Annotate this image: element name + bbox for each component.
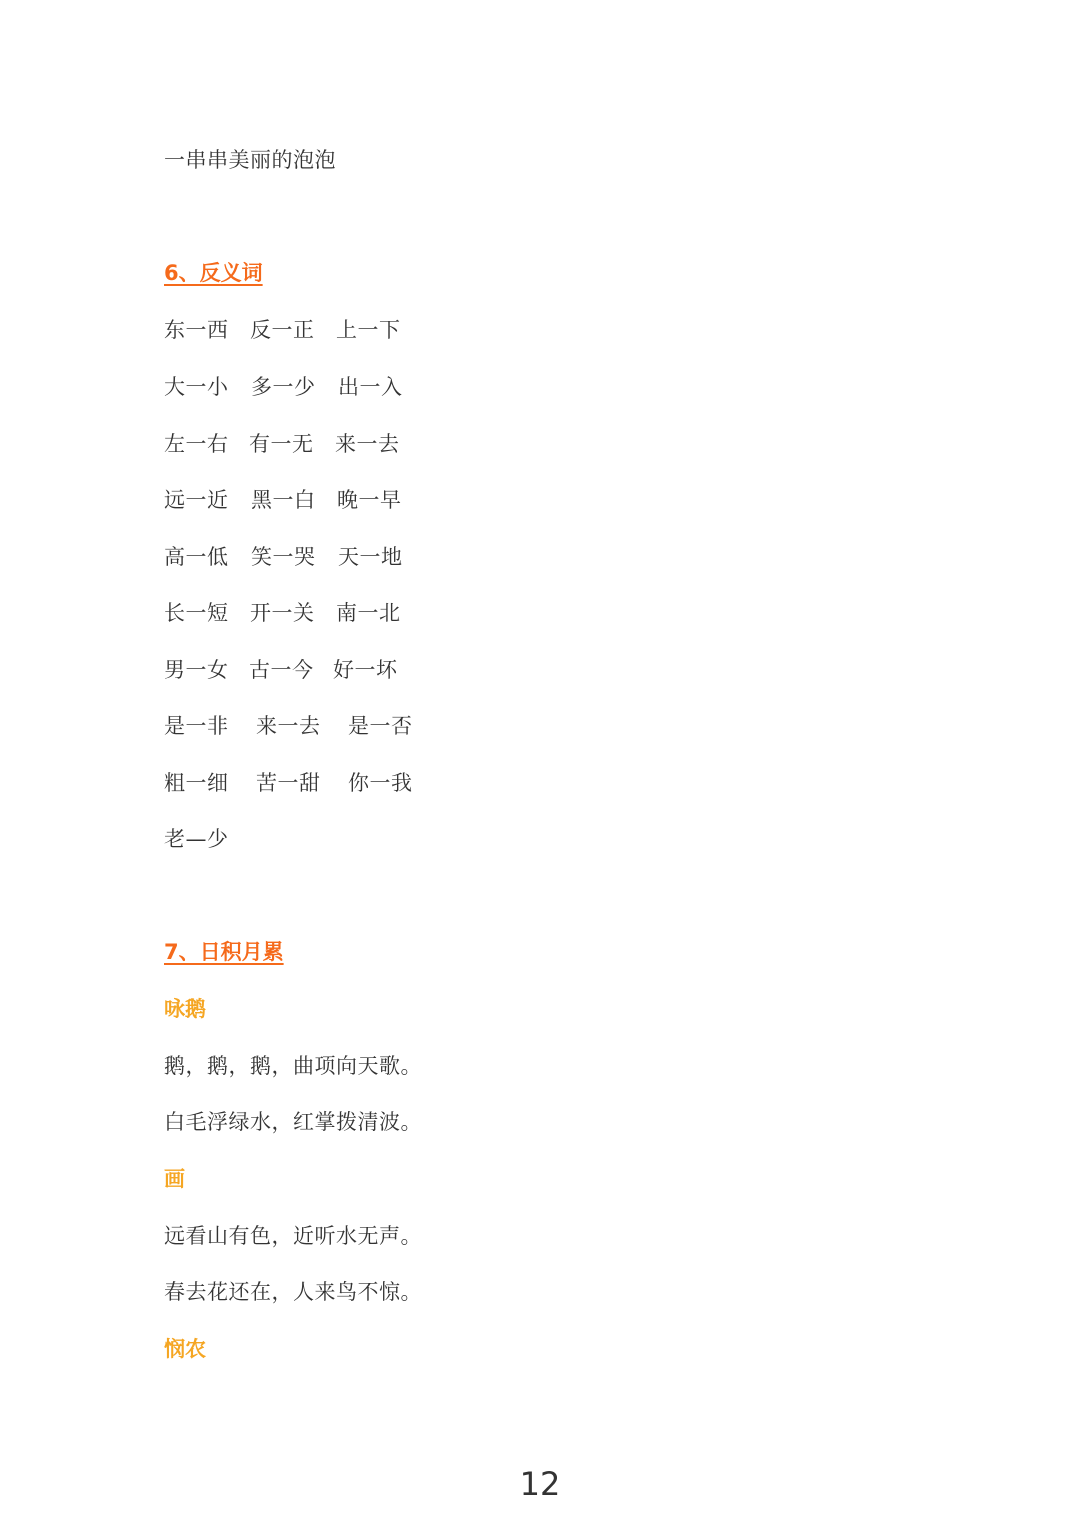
antonym-pair: 晚一早 (337, 488, 402, 512)
antonym-pair: 苦一甜 (256, 771, 321, 795)
poem-title: 画 (164, 1167, 185, 1191)
antonym-pair: 你一我 (348, 771, 413, 795)
antonym-pair: 南一北 (336, 601, 401, 625)
antonym-pair: 远一近 (164, 488, 229, 512)
antonym-pair: 笑一哭 (251, 545, 316, 569)
antonym-pair: 有一无 (249, 432, 314, 456)
page-number: 12 (519, 1465, 561, 1503)
antonym-pair: 左一右 (164, 432, 229, 456)
antonym-pair: 长一短 (164, 601, 229, 625)
antonym-pair: 东一西 (164, 318, 229, 342)
text-line: 一串串美丽的泡泡 (164, 148, 336, 172)
antonym-pair: 反一正 (250, 318, 315, 342)
poem-line: 白毛浮绿水，红掌拨清波。 (164, 1110, 422, 1134)
poem-line: 春去花还在，人来鸟不惊。 (164, 1280, 422, 1304)
antonym-pair: 出一入 (338, 375, 403, 399)
antonym-pair: 好一坏 (333, 658, 398, 682)
poem-title: 悯农 (164, 1337, 206, 1361)
antonym-pair: 多一少 (251, 375, 316, 399)
antonym-pair: 粗一细 (164, 771, 229, 795)
poem-line: 鹅，鹅，鹅，曲项向天歌。 (164, 1054, 422, 1078)
antonym-pair: 来一去 (335, 432, 400, 456)
antonym-pair: 古一今 (249, 658, 314, 682)
antonym-pair: 高一低 (164, 545, 229, 569)
antonym-pair: 天一地 (338, 545, 403, 569)
antonym-pair: 老—少 (164, 827, 229, 851)
antonym-pair: 开一关 (250, 601, 315, 625)
antonym-pair: 黑一白 (251, 488, 316, 512)
section-title-daily-accumulation: 7、日积月累 (164, 940, 284, 964)
antonym-pair: 上一下 (336, 318, 401, 342)
poem-title: 咏鹅 (164, 997, 206, 1021)
antonym-pair: 男一女 (164, 658, 229, 682)
antonym-pair: 大一小 (164, 375, 229, 399)
section-title-antonyms: 6、反义词 (164, 261, 263, 285)
poem-line: 远看山有色，近听水无声。 (164, 1224, 422, 1248)
antonym-pair: 是一否 (348, 714, 413, 738)
antonym-pair: 是一非 (164, 714, 229, 738)
antonym-pair: 来一去 (256, 714, 321, 738)
